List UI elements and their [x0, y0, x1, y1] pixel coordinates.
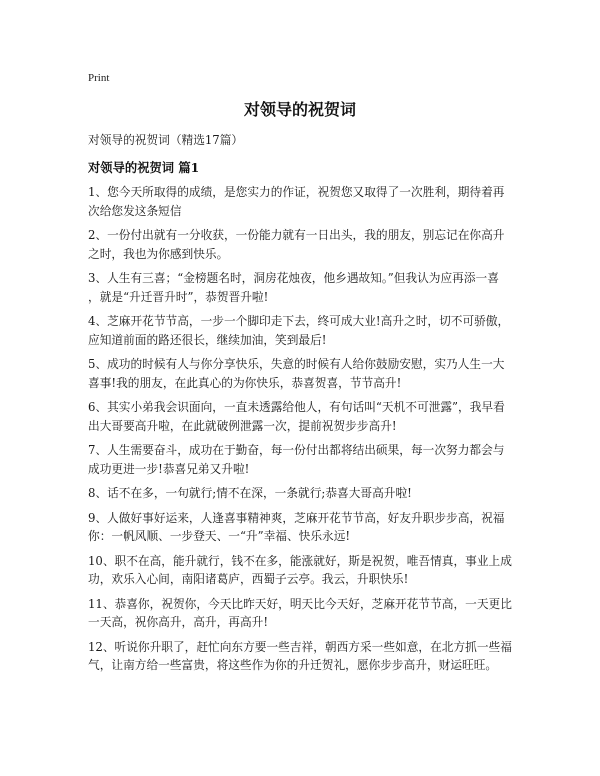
paragraph-line: 一天高，祝你高升，高升，再高升! [88, 615, 269, 629]
paragraph-line: 喜事!我的朋友，在此真心的为你快乐，恭喜贺喜，节节高升! [88, 375, 402, 390]
paragraph-3 [88, 269, 512, 306]
paragraph-9 [88, 509, 512, 546]
paragraph-7 [88, 441, 512, 478]
paragraph-line: ，就是“升迁晋升时”，恭贺晋升啦! [88, 289, 269, 304]
paragraph-line: 6、其实小弟我会识面向，一直未透露给他人，有句话叫“天机不可泄露”，我早看 [88, 400, 505, 414]
paragraph-1 [88, 183, 512, 220]
paragraph-line: 9、人做好事好运来，人逢喜事精神爽，芝麻开花节节高，好友升职步步高，祝福 [88, 510, 505, 525]
paragraph-8 [88, 484, 512, 503]
document-title: 对领导的祝贺词 [243, 100, 356, 119]
paragraph-line: 12、听说你升职了，赶忙向东方要一些吉祥，朝西方采一些如意，在北方抓一些福 [88, 639, 512, 654]
paragraph-line: 1、您今天所取得的成绩，是您实力的作证，祝贺您又取得了一次胜利，期待着再 [88, 185, 505, 199]
paragraph-11 [88, 595, 512, 632]
paragraph-line: 气，让南方给一些富贵，将这些作为你的升迁贺礼，愿你步步高升，财运旺旺。 [88, 658, 498, 672]
paragraph-line: 应知道前面的路还很长，继续加油，笑到最后! [88, 332, 327, 347]
paragraph-line: 10、职不在高，能升就行，钱不在多，能涨就好，斯是祝贺，唯吾情真，事业上成 [88, 553, 512, 568]
paragraph-line: 之时，我也为你感到快乐。 [88, 246, 229, 261]
paragraph-line: 3、人生有三喜；“金榜题名时，洞房花烛夜，他乡遇故知。”但我认为应再添一喜 [88, 271, 499, 285]
paragraph-12 [88, 638, 512, 675]
paragraph-4 [88, 312, 512, 349]
print-link[interactable]: Print [88, 72, 110, 84]
paragraph-5 [88, 355, 512, 392]
paragraph-line: 11、恭喜你，祝贺你，今天比昨天好，明天比今天好，芝麻开花节节高，一天更比 [88, 596, 512, 611]
document-content [88, 71, 512, 681]
paragraph-list [88, 183, 512, 675]
paragraph-2 [88, 226, 512, 263]
paragraph-line: 次给您发这条短信 [88, 203, 182, 218]
paragraph-line: 功，欢乐入心间，南阳诸葛庐，西蜀子云亭。我云，升职快乐! [88, 572, 409, 586]
paragraph-line: 7、人生需要奋斗，成功在于勤奋，每一份付出都将结出硕果，每一次努力都会与 [88, 443, 505, 457]
paragraph-6 [88, 398, 512, 435]
paragraph-line: 5、成功的时候有人与你分享快乐，失意的时候有人给你鼓励安慰，实乃人生一大 [88, 357, 505, 371]
paragraph-line: 出大哥要高升啦，在此就破例泄露一次，提前祝贺步步高升! [88, 418, 397, 433]
paragraph-line: 4、芝麻开花节节高，一步一个脚印走下去，终可成大业!高升之时，切不可骄傲， [88, 314, 510, 328]
paragraph-line: 8、话不在多，一句就行;情不在深，一条就行;恭喜大哥高升啦! [88, 486, 412, 500]
section-heading: 对领导的祝贺词 篇1 [88, 160, 200, 175]
paragraph-line: 你：一帆风顺、一步登天、一“升”幸福、快乐永远! [88, 529, 351, 543]
paragraph-line: 2、一份付出就有一分收获，一份能力就有一日出头，我的朋友，别忘记在你高升 [88, 228, 505, 242]
document-subtitle: 对领导的祝贺词（精选17篇） [88, 133, 244, 147]
paragraph-line: 成功更进一步!恭喜兄弟又升啦! [88, 461, 250, 476]
paragraph-10 [88, 552, 512, 589]
